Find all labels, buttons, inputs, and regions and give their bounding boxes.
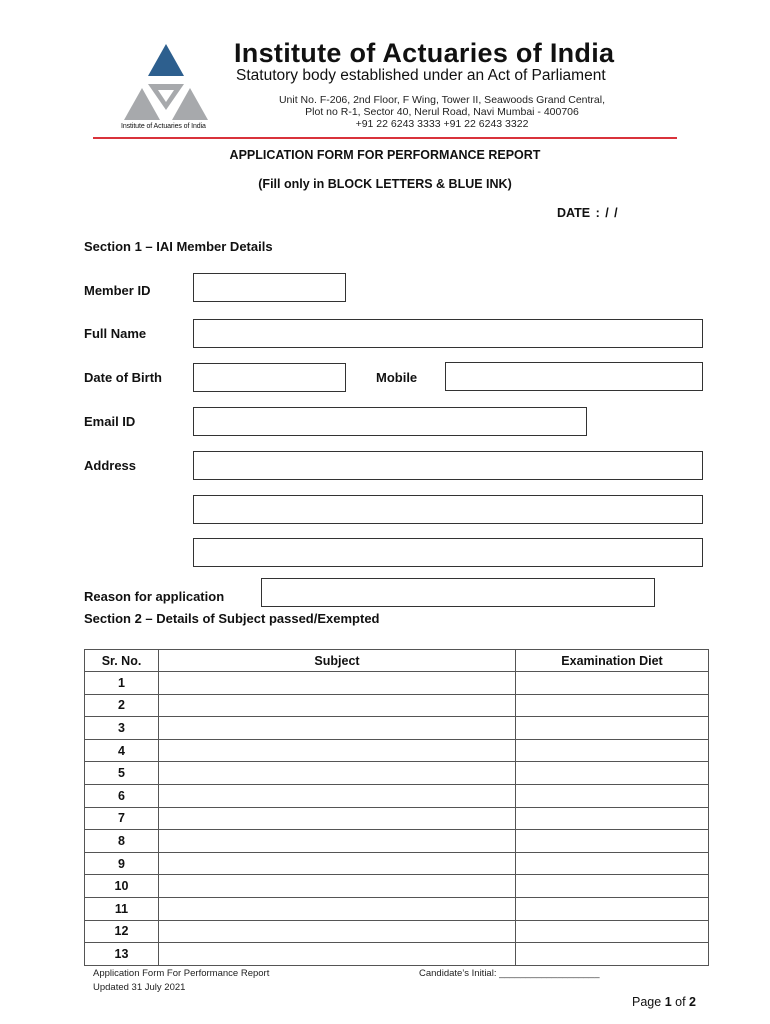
row-exam-diet-cell[interactable] — [516, 897, 709, 920]
reason-input[interactable] — [261, 578, 655, 607]
row-subject-cell[interactable] — [159, 875, 516, 898]
row-sr-no: 9 — [85, 852, 159, 875]
reason-label: Reason for application — [84, 589, 225, 604]
mobile-label: Mobile — [376, 370, 418, 385]
row-exam-diet-cell[interactable] — [516, 784, 709, 807]
row-subject-cell[interactable] — [159, 943, 516, 966]
row-sr-no: 10 — [85, 875, 159, 898]
row-sr-no: 8 — [85, 830, 159, 853]
footer-updated: Updated 31 July 2021 — [93, 982, 186, 993]
table-row — [85, 852, 709, 875]
row-subject-cell[interactable] — [159, 920, 516, 943]
row-exam-diet-cell[interactable] — [516, 739, 709, 762]
row-subject-cell[interactable] — [159, 762, 516, 785]
subjects-table — [84, 649, 709, 966]
col-exam-diet: Examination Diet — [516, 650, 709, 672]
col-subject: Subject — [159, 650, 516, 672]
table-row — [85, 717, 709, 740]
row-exam-diet-cell[interactable] — [516, 717, 709, 740]
row-sr-no: 13 — [85, 943, 159, 966]
mobile-input[interactable] — [445, 362, 703, 391]
row-sr-no: 4 — [85, 739, 159, 762]
address-input-1[interactable] — [193, 451, 703, 480]
row-subject-cell[interactable] — [159, 739, 516, 762]
row-exam-diet-cell[interactable] — [516, 830, 709, 853]
dob-input[interactable] — [193, 363, 346, 392]
table-row — [85, 672, 709, 695]
row-exam-diet-cell[interactable] — [516, 762, 709, 785]
org-subtitle: Statutory body established under an Act of Parliament — [236, 67, 606, 84]
table-row — [85, 875, 709, 898]
row-subject-cell[interactable] — [159, 672, 516, 695]
date-field[interactable]: DATE : / / — [557, 206, 618, 220]
col-sr-no: Sr. No. — [85, 650, 159, 672]
footer-doc-name: Application Form For Performance Report — [93, 968, 270, 979]
header-divider — [93, 137, 677, 139]
table-row — [85, 694, 709, 717]
table-row — [85, 830, 709, 853]
dob-label: Date of Birth — [84, 370, 162, 385]
iai-logo — [118, 40, 214, 136]
member-id-label: Member ID — [84, 283, 151, 298]
full-name-input[interactable] — [193, 319, 703, 348]
table-row — [85, 943, 709, 966]
row-exam-diet-cell[interactable] — [516, 943, 709, 966]
table-row — [85, 739, 709, 762]
row-exam-diet-cell[interactable] — [516, 672, 709, 695]
section1-heading: Section 1 – IAI Member Details — [84, 239, 273, 254]
address-input-3[interactable] — [193, 538, 703, 567]
table-row — [85, 807, 709, 830]
email-label: Email ID — [84, 414, 136, 429]
row-subject-cell[interactable] — [159, 830, 516, 853]
row-exam-diet-cell[interactable] — [516, 920, 709, 943]
address-label: Address — [84, 458, 137, 473]
table-row — [85, 762, 709, 785]
table-row — [85, 784, 709, 807]
row-exam-diet-cell[interactable] — [516, 807, 709, 830]
candidate-initial[interactable]: Candidate’s Initial: ___________________ — [419, 968, 600, 979]
table-header-row — [85, 650, 709, 672]
page-word: Page — [632, 995, 662, 1009]
row-sr-no: 6 — [85, 784, 159, 807]
row-sr-no: 2 — [85, 694, 159, 717]
logo-caption: Institute of Actuaries of India — [121, 123, 206, 130]
form-title: APPLICATION FORM FOR PERFORMANCE REPORT — [229, 148, 541, 162]
section2-heading: Section 2 – Details of Subject passed/Exempted — [84, 611, 380, 626]
table-row — [85, 897, 709, 920]
of-word: of — [675, 995, 686, 1009]
table-row — [85, 920, 709, 943]
org-name: Institute of Actuaries of India — [234, 38, 615, 68]
row-subject-cell[interactable] — [159, 852, 516, 875]
row-exam-diet-cell[interactable] — [516, 852, 709, 875]
row-sr-no: 7 — [85, 807, 159, 830]
address-line-3: +91 22 6243 3333 +91 22 6243 3322 — [355, 118, 529, 130]
row-sr-no: 12 — [85, 920, 159, 943]
row-sr-no: 11 — [85, 897, 159, 920]
row-sr-no: 3 — [85, 717, 159, 740]
row-sr-no: 1 — [85, 672, 159, 695]
row-subject-cell[interactable] — [159, 807, 516, 830]
member-id-input[interactable] — [193, 273, 346, 302]
row-exam-diet-cell[interactable] — [516, 875, 709, 898]
email-input[interactable] — [193, 407, 587, 436]
row-subject-cell[interactable] — [159, 897, 516, 920]
full-name-label: Full Name — [84, 326, 147, 341]
page-number: 1 — [664, 995, 672, 1009]
row-subject-cell[interactable] — [159, 694, 516, 717]
address-input-2[interactable] — [193, 495, 703, 524]
row-subject-cell[interactable] — [159, 784, 516, 807]
form-instruction: (Fill only in BLOCK LETTERS & BLUE INK) — [258, 177, 512, 191]
address-line-2: Plot no R-1, Sector 40, Nerul Road, Navi Mumbai - 400706 — [305, 106, 579, 118]
address-line-1: Unit No. F-206, 2nd Floor, F Wing, Tower II, Seawoods Grand Central, — [278, 94, 606, 106]
row-sr-no: 5 — [85, 762, 159, 785]
page-total: 2 — [689, 995, 696, 1009]
row-exam-diet-cell[interactable] — [516, 694, 709, 717]
row-subject-cell[interactable] — [159, 717, 516, 740]
page-indicator — [632, 995, 696, 1009]
